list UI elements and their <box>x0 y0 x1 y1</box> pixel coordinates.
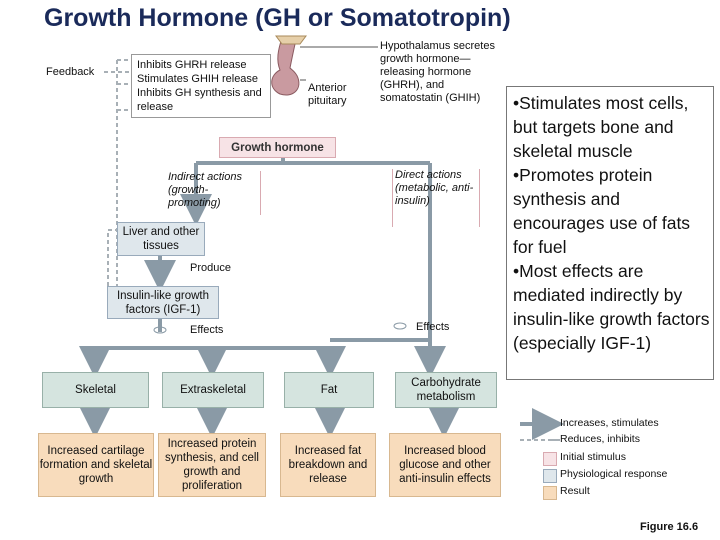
figure-label: Figure 16.6 <box>640 521 699 533</box>
control-item-2: Stimulates GHIH release <box>137 73 259 85</box>
anterior-pituitary-label: Anterior pituitary <box>308 82 347 107</box>
result-carbohydrate: Increased blood glucose and other anti-insulin effects <box>389 433 501 497</box>
liver-box: Liver and other tissues <box>117 222 205 256</box>
produce-label: Produce <box>190 262 231 274</box>
igf-box: Insulin-like growth factors (IGF-1) <box>107 286 219 319</box>
direct-actions-label: Direct actions (metabolic, anti-insulin) <box>392 169 480 227</box>
indirect-actions-label: Indirect actions (growth-promoting) <box>168 171 261 215</box>
result-skeletal: Increased cartilage formation and skeletal growth <box>38 433 154 497</box>
legend-result-swatch <box>543 486 557 500</box>
result-extraskeletal: Increased protein synthesis, and cell growth and proliferation <box>158 433 266 497</box>
legend-initial-swatch <box>543 452 557 466</box>
result-fat: Increased fat breakdown and release <box>280 433 376 497</box>
bullet-3: •Most effects are mediated indirectly by insulin-like growth factors (especially IGF-1) <box>513 261 710 353</box>
growth-hormone-box: Growth hormone <box>219 137 336 158</box>
target-skeletal: Skeletal <box>42 372 149 408</box>
control-item-1: Inhibits GHRH release <box>137 59 247 71</box>
legend-reduces: Reduces, inhibits <box>560 433 640 445</box>
bullet-1: •Stimulates most cells, but targets bone and skeletal muscle <box>513 93 689 161</box>
target-fat: Fat <box>284 372 374 408</box>
feedback-label: Feedback <box>46 66 95 78</box>
control-item-3: Inhibits GH synthesis and release <box>137 87 262 113</box>
legend-initial: Initial stimulus <box>560 451 626 463</box>
page-title: Growth Hormone (GH or Somatotropin) <box>44 4 511 32</box>
bullet-2: •Promotes protein synthesis and encourages use of fats for fuel <box>513 165 691 257</box>
legend-result: Result <box>560 485 590 497</box>
summary-bullets <box>506 86 714 380</box>
legend-physiological-swatch <box>543 469 557 483</box>
effects-left-label: Effects <box>190 324 224 336</box>
pituitary-gland-icon <box>272 36 306 95</box>
target-carbohydrate: Carbohydrate metabolism <box>395 372 497 408</box>
feedback-control-box <box>131 54 271 118</box>
target-extraskeletal: Extraskeletal <box>162 372 264 408</box>
effects-right-label: Effects <box>416 321 450 333</box>
legend-increases: Increases, stimulates <box>560 417 659 429</box>
hypothalamus-label: Hypothalamus secretes growth hormone—releasing hormone (GHRH), and somatostatin (GHIH) <box>380 40 495 104</box>
legend-physiological: Physiological response <box>560 468 668 480</box>
